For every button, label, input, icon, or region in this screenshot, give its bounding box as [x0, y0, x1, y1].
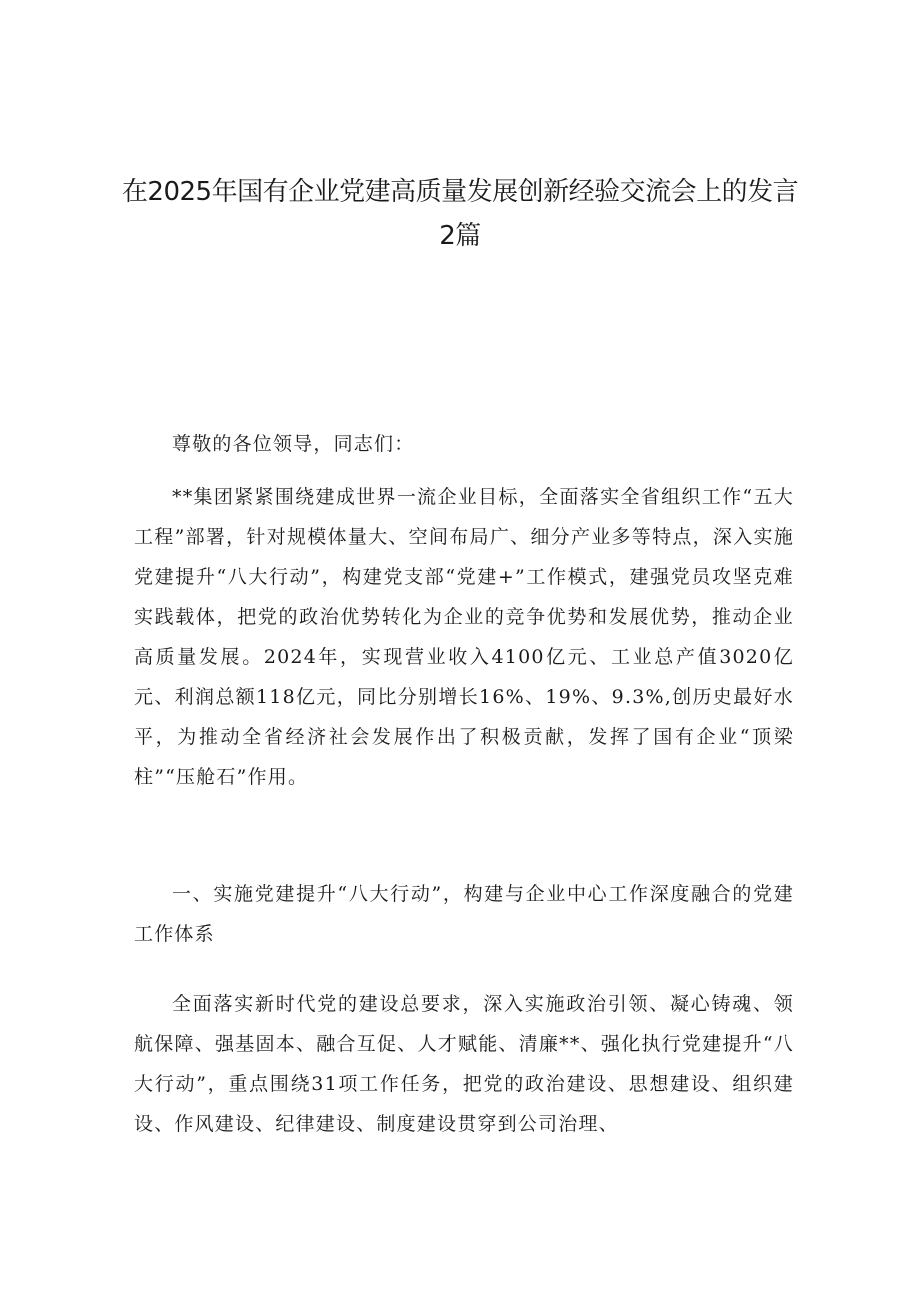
intro-paragraph: **集团紧紧围绕建成世界一流企业目标，全面落实全省组织工作“五大工程”部署，针对规模体量大、空间布局广、细分产业多等特点，深入实施党建提升“八大行动”，构建党支部“党建+”工作模式，建强党员攻坚克难实践载体，把党的政治优势转化为企业的竞争优势和发展优势，推动企业高质量发展。2024年，实现营业收入4100亿元、工业总产值3020亿元、利润总额118亿元，同比分别增长16%、19%、9.3%,创历史最好水平，为推动全省经济社会发展作出了积极贡献，发挥了国有企业“顶梁柱”“压舱石”作用。	[134, 486, 794, 788]
salutation: 尊敬的各位领导，同志们：	[172, 433, 415, 455]
section-heading-1: 一、实施党建提升“八大行动”，构建与企业中心工作深度融合的党建工作体系	[134, 883, 794, 945]
section-1-paragraph: 全面落实新时代党的建设总要求，深入实施政治引领、凝心铸魂、领航保障、强基固本、融合互促、人才赋能、清廉**、强化执行党建提升“八大行动”，重点围绕31项工作任务，把党的政治建设、思想建设、组织建设、作风建设、纪律建设、制度建设贯穿到公司治理、	[134, 993, 794, 1135]
document-title: 在2025年国有企业党建高质量发展创新经验交流会上的发言2篇	[121, 177, 799, 251]
